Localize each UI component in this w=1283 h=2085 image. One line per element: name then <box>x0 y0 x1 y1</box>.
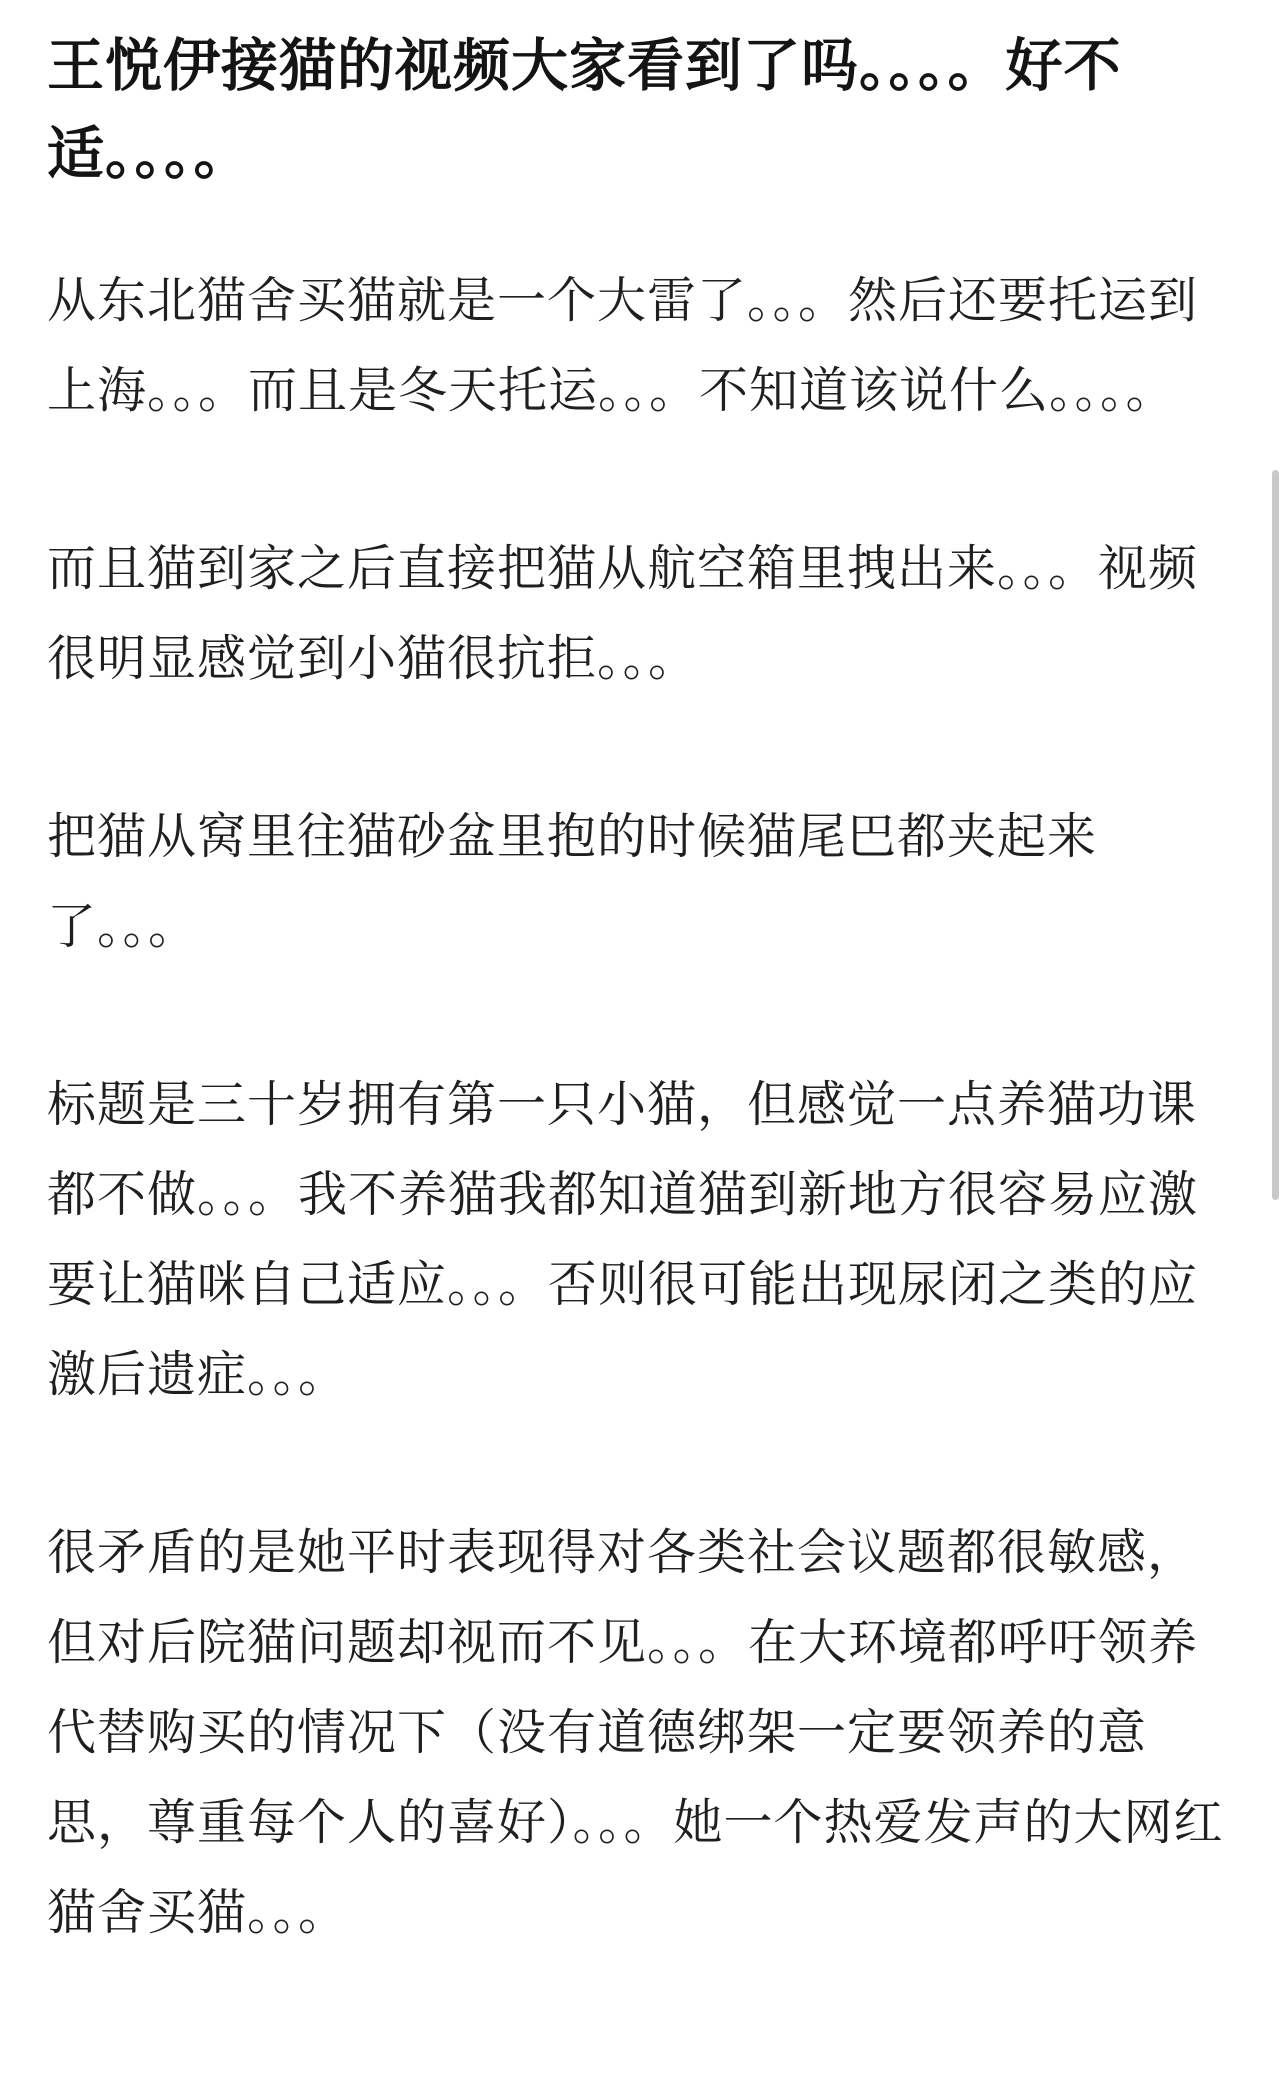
post-paragraph: 标题是三十岁拥有第一只小猫，但感觉一点养猫功课都不做。。。我不养猫我都知道猫到新地方很容易应激要让猫咪自己适应。。。否则很可能出现尿闭之类的应激后遗症。。。 <box>47 1076 1199 1403</box>
post-paragraph: 从东北猫舍买猫就是一个大雷了。。。然后还要托运到上海。。。而且是冬天托运。。。不知道该说什么。。。。 <box>47 272 1199 419</box>
post-paragraph: 把猫从窝里往猫砂盆里抱的时候猫尾巴都夹起来了。。。 <box>47 808 1098 955</box>
post-container <box>47 22 1237 1958</box>
post-paragraph: 很矛盾的是她平时表现得对各类社会议题都很敏感，但对后院猫问题却视而不见。。。在大环境都呼吁领养代替购买的情况下（没有道德绑架一定要领养的意思，尊重每个人的喜好）。。。她一个热爱发声的大网红猫舍买猫。。。 <box>47 1524 1224 1941</box>
post-paragraph: 而且猫到家之后直接把猫从航空箱里拽出来。。。视频很明显感觉到小猫很抗拒。。。 <box>47 540 1199 687</box>
vertical-scrollbar[interactable] <box>1269 0 1283 2085</box>
scrollbar-thumb[interactable] <box>1272 470 1279 1200</box>
post-body <box>47 256 1237 1958</box>
post-title: 王悦伊接猫的视频大家看到了吗。。。。好不适。。。。 <box>47 33 1122 187</box>
